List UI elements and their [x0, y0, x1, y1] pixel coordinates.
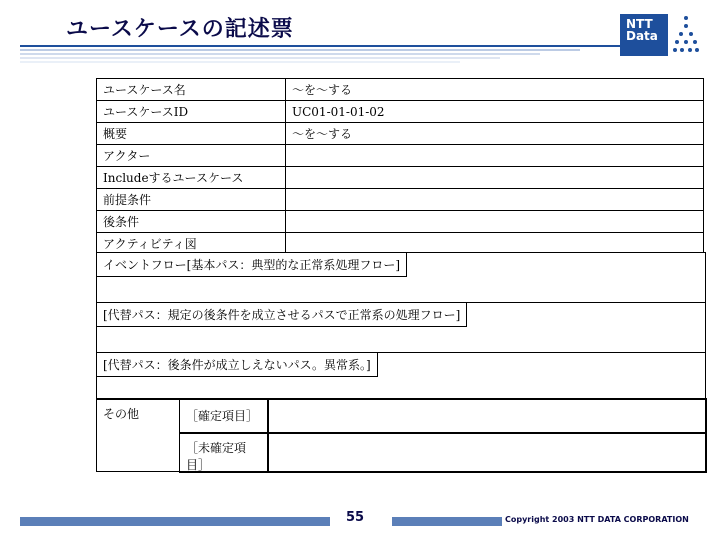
footer-bar-left: [20, 517, 330, 526]
table-row: [97, 167, 704, 189]
main-flow-box: [96, 252, 706, 304]
alt-flow-normal-box: [96, 302, 706, 354]
decided-label-cell: [179, 398, 269, 434]
row-value: [286, 189, 704, 211]
logo-box: [620, 14, 668, 56]
undecided-value-cell: [267, 432, 707, 473]
alt-flow-error-box: [96, 352, 706, 400]
row-value: [286, 167, 704, 189]
table-row: [97, 79, 704, 101]
undecided-label-cell: [179, 432, 269, 473]
row-label: ユースケースID: [97, 101, 286, 123]
logo-line-1: NTT: [626, 17, 653, 31]
page-number: 55: [346, 510, 365, 525]
page-title: ユースケースの記述票: [66, 17, 294, 42]
copyright-text: Copyright 2003 NTT DATA CORPORATION: [505, 515, 689, 524]
table-row: [97, 189, 704, 211]
other-section: [96, 398, 706, 472]
row-label: Includeするユースケース: [97, 167, 286, 189]
row-label: アクター: [97, 145, 286, 167]
row-value: [286, 211, 704, 233]
row-value: [286, 145, 704, 167]
table-row: [97, 145, 704, 167]
row-value: ～を～する: [286, 79, 704, 101]
alt-flow-normal-label: [代替パス：規定の後条件を成立させるパスで正常系の処理フロー]: [96, 302, 467, 327]
row-label: アクティビティ図: [97, 233, 286, 255]
row-label: 前提条件: [97, 189, 286, 211]
table-row: [97, 101, 704, 123]
decided-label: ［確定項目］: [186, 409, 259, 423]
table-row: [97, 211, 704, 233]
logo-dots-icon: [672, 14, 700, 60]
row-value: ～を～する: [286, 123, 704, 145]
other-label: その他: [103, 407, 140, 421]
row-label: 概要: [97, 123, 286, 145]
usecase-table: [96, 78, 704, 255]
decided-value-cell: [267, 398, 707, 434]
table-row: [97, 123, 704, 145]
company-logo: [620, 14, 700, 60]
title-decorative-rule: [20, 44, 620, 66]
logo-line-2: Data: [626, 29, 658, 43]
row-value: UC01-01-01-02: [286, 101, 704, 123]
alt-flow-error-label: [代替パス：後条件が成立しえないパス。異常系。]: [96, 352, 378, 377]
undecided-label: ［未確定項目］: [186, 441, 247, 472]
row-label: 後条件: [97, 211, 286, 233]
row-label: ユースケース名: [97, 79, 286, 101]
main-flow-label: イベントフロー[基本パス：典型的な正常系処理フロー]: [96, 252, 407, 277]
footer-bar-right: [392, 517, 502, 526]
